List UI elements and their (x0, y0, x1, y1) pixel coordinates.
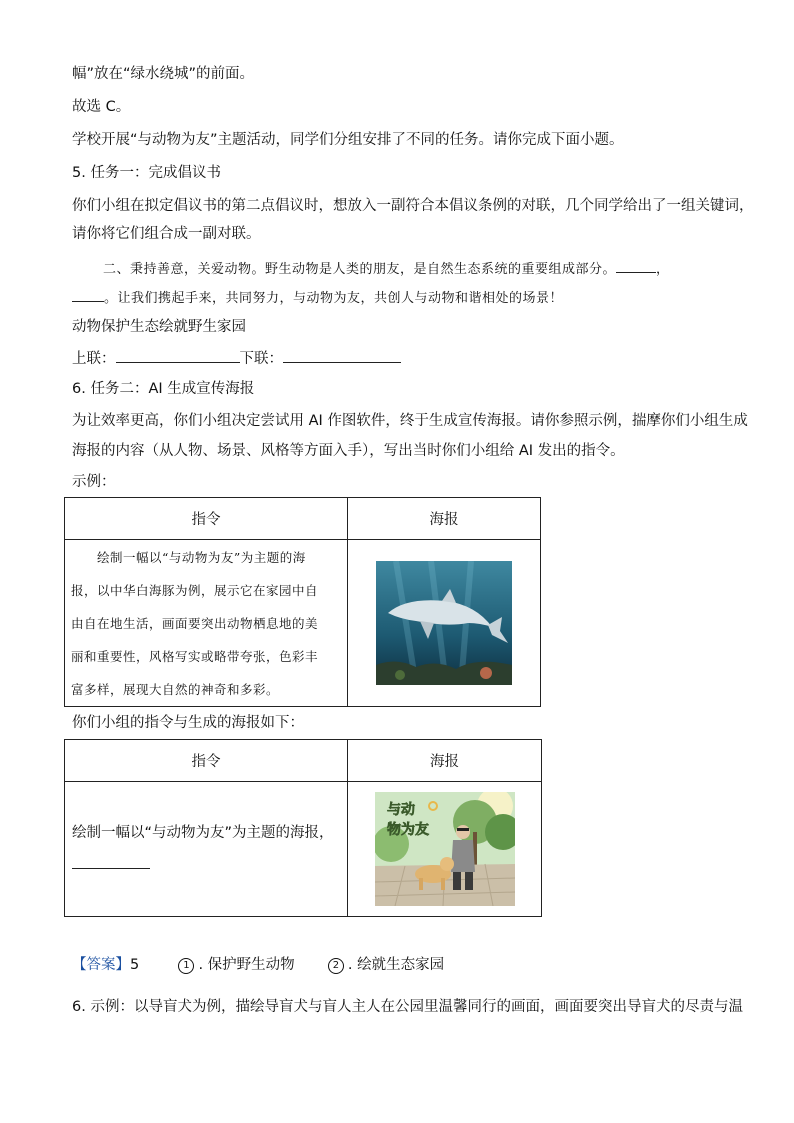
instr-line: 富多样，展现大自然的神奇和多彩。 (71, 681, 280, 697)
example-table (64, 497, 541, 707)
upper-couplet-blank[interactable] (116, 348, 240, 363)
proposal-line (72, 287, 563, 309)
col-header-instruction: 指令 (65, 498, 348, 540)
proposal-text: 。让我们携起手来，共同努力，与动物为友，共创人与动物和谐相处的场景！ (104, 291, 564, 306)
intro-line: 学校开展“与动物为友”主题活动，同学们分组安排了不同的任务。请你完成下面小题。 (72, 132, 624, 148)
text-line: 为让效率更高，你们小组决定尝试用 AI 作图软件，终于生成宣传海报。请你参照示例，揣摩你们小组生成 (72, 413, 748, 429)
proposal-text: 二、秉持善意，关爱动物。野生动物是人类的朋友，是自然生态系统的重要组成部分。 (103, 262, 617, 277)
poster-title: 与动 (386, 802, 415, 818)
lower-couplet-label: 下联： (239, 351, 283, 367)
punct: ， (656, 262, 670, 277)
answer-1: . 保护野生动物 (198, 957, 295, 973)
poster-title: 物为友 (386, 822, 429, 838)
answer-number: 5 (130, 957, 140, 973)
col-header-instruction: 指令 (65, 740, 348, 782)
lower-couplet-blank[interactable] (283, 348, 401, 363)
text-line: 海报的内容（从人物、场景、风格等方面入手），写出当时你们小组给 AI 发出的指令。 (72, 443, 625, 459)
instr-line: 绘制一幅以“与动物为友”为主题的海 (97, 549, 306, 565)
answer-marker-2: 2 (328, 958, 344, 974)
group-poster-cell (348, 782, 542, 917)
text-line: 你们小组在拟定倡议书的第二点倡议时，想放入一副符合本倡议条例的对联，几个同学给出了一组关键词， (72, 198, 754, 214)
instr-line: 丽和重要性，风格写实或略带夸张，色彩丰 (71, 648, 319, 664)
example-instruction-cell (65, 540, 348, 707)
question-6-title: 6. 任务二：AI 生成宣传海报 (72, 381, 255, 397)
instr-line: 由自在地生活，画面要突出动物栖息地的美 (71, 615, 319, 631)
answer-blank[interactable] (72, 287, 104, 302)
instr-line: 报，以中华白海豚为例，展示它在家园中自 (71, 582, 319, 598)
answer-marker-1: 1 (178, 958, 194, 974)
instruction-blank[interactable] (72, 854, 150, 869)
text-line: 故选 C。 (72, 99, 131, 115)
answer-2: . 绘就生态家园 (347, 957, 445, 973)
question-5-title: 5. 任务一：完成倡议书 (72, 165, 221, 181)
answer-blank[interactable] (616, 258, 656, 273)
example-poster-cell (348, 540, 541, 707)
text-line: 你们小组的指令与生成的海报如下： (72, 715, 304, 731)
example-label: 示例： (72, 474, 116, 490)
col-header-poster: 海报 (348, 498, 541, 540)
col-header-poster: 海报 (348, 740, 542, 782)
instr-text: 绘制一幅以“与动物为友”为主题的海报， (72, 825, 334, 841)
proposal-line (103, 258, 670, 280)
answer-6-line: 6. 示例：以导盲犬为例，描绘导盲犬与盲人主人在公园里温馨同行的画面，画面要突出导盲犬的尽责与温 (72, 999, 743, 1015)
text-line: 幅”放在“绿水绕城”的前面。 (72, 66, 255, 82)
text-line: 请你将它们组合成一副对联。 (72, 226, 261, 242)
dolphin-poster-image (376, 561, 512, 685)
group-table (64, 739, 542, 917)
keywords: 动物保护生态绘就野生家园 (72, 319, 246, 335)
group-instruction-cell (65, 782, 348, 917)
answer-line (72, 955, 444, 975)
couplet-fill (72, 348, 401, 369)
answer-tag: 【答案】 (72, 957, 130, 973)
upper-couplet-label: 上联： (72, 351, 116, 367)
guide-dog-poster-image (375, 792, 515, 906)
